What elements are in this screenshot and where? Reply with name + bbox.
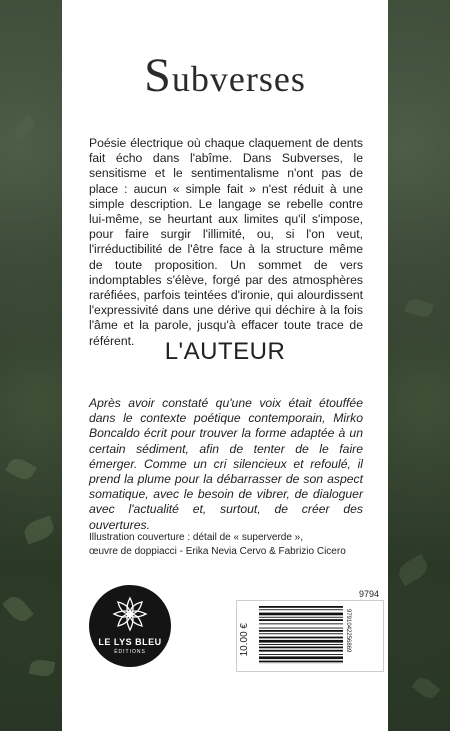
- lily-flower-icon: [110, 594, 150, 634]
- author-bio: Après avoir constaté qu'une voix était étouffée dans le contexte poétique contemporain, Mirko Boncaldo écrit pour trouver la forme adaptée à un certain sédiment, afin de tenter de le faire émerger. Comme un cri silencieux et refoulé, il prend la plume pour la débarrasser de son aspect somatique, avec le besoin de vibrer, de dialoguer avec l'actualité et, surtout, de créer des ouvertures.: [89, 396, 363, 532]
- price-label: 10.00 €: [239, 623, 250, 657]
- isbn-number: 9791042256869: [345, 609, 351, 653]
- cover-art-left-strip: [0, 0, 62, 731]
- back-cover-panel: [62, 0, 388, 731]
- publisher-logo: LE LYS BLEU ÉDITIONS: [89, 585, 171, 667]
- book-title: Subverses: [144, 49, 306, 102]
- barcode-ref: 9794: [359, 589, 380, 599]
- book-description: Poésie électrique où chaque claquement de dents fait écho dans l'abîme. Dans Subverses, le sensitisme et le sentimentalisme n'ont pas de place : aucun « simple fait » n'est réduit à une simple description. Le langage se rebelle contre lui-même, se heurtant aux limites qu'il s'impose, pour faire surgir l'illimité, ou, si l'on veut, l'irréductibilité de l'être face à la structure même de toute proposition. Un sommet de vers indomptables s'élève, forgé par des atmosphères raréfiées, parfois teintées d'ironie, qui alourdissent l'expressivité dans une dérive qui déchire à la fois l'âme et la parole, jusqu'à effacer toute trace de référent.: [89, 136, 363, 348]
- isbn-barcode: [236, 600, 384, 672]
- author-heading: L'AUTEUR: [164, 338, 286, 365]
- illustration-credit: Illustration couverture : détail de « superverde », œuvre de doppiacci - Erika Nevia Cervo & Fabrizio Cicero: [89, 532, 346, 557]
- barcode-bars: [259, 606, 343, 664]
- cover-art-right-strip: [388, 0, 450, 731]
